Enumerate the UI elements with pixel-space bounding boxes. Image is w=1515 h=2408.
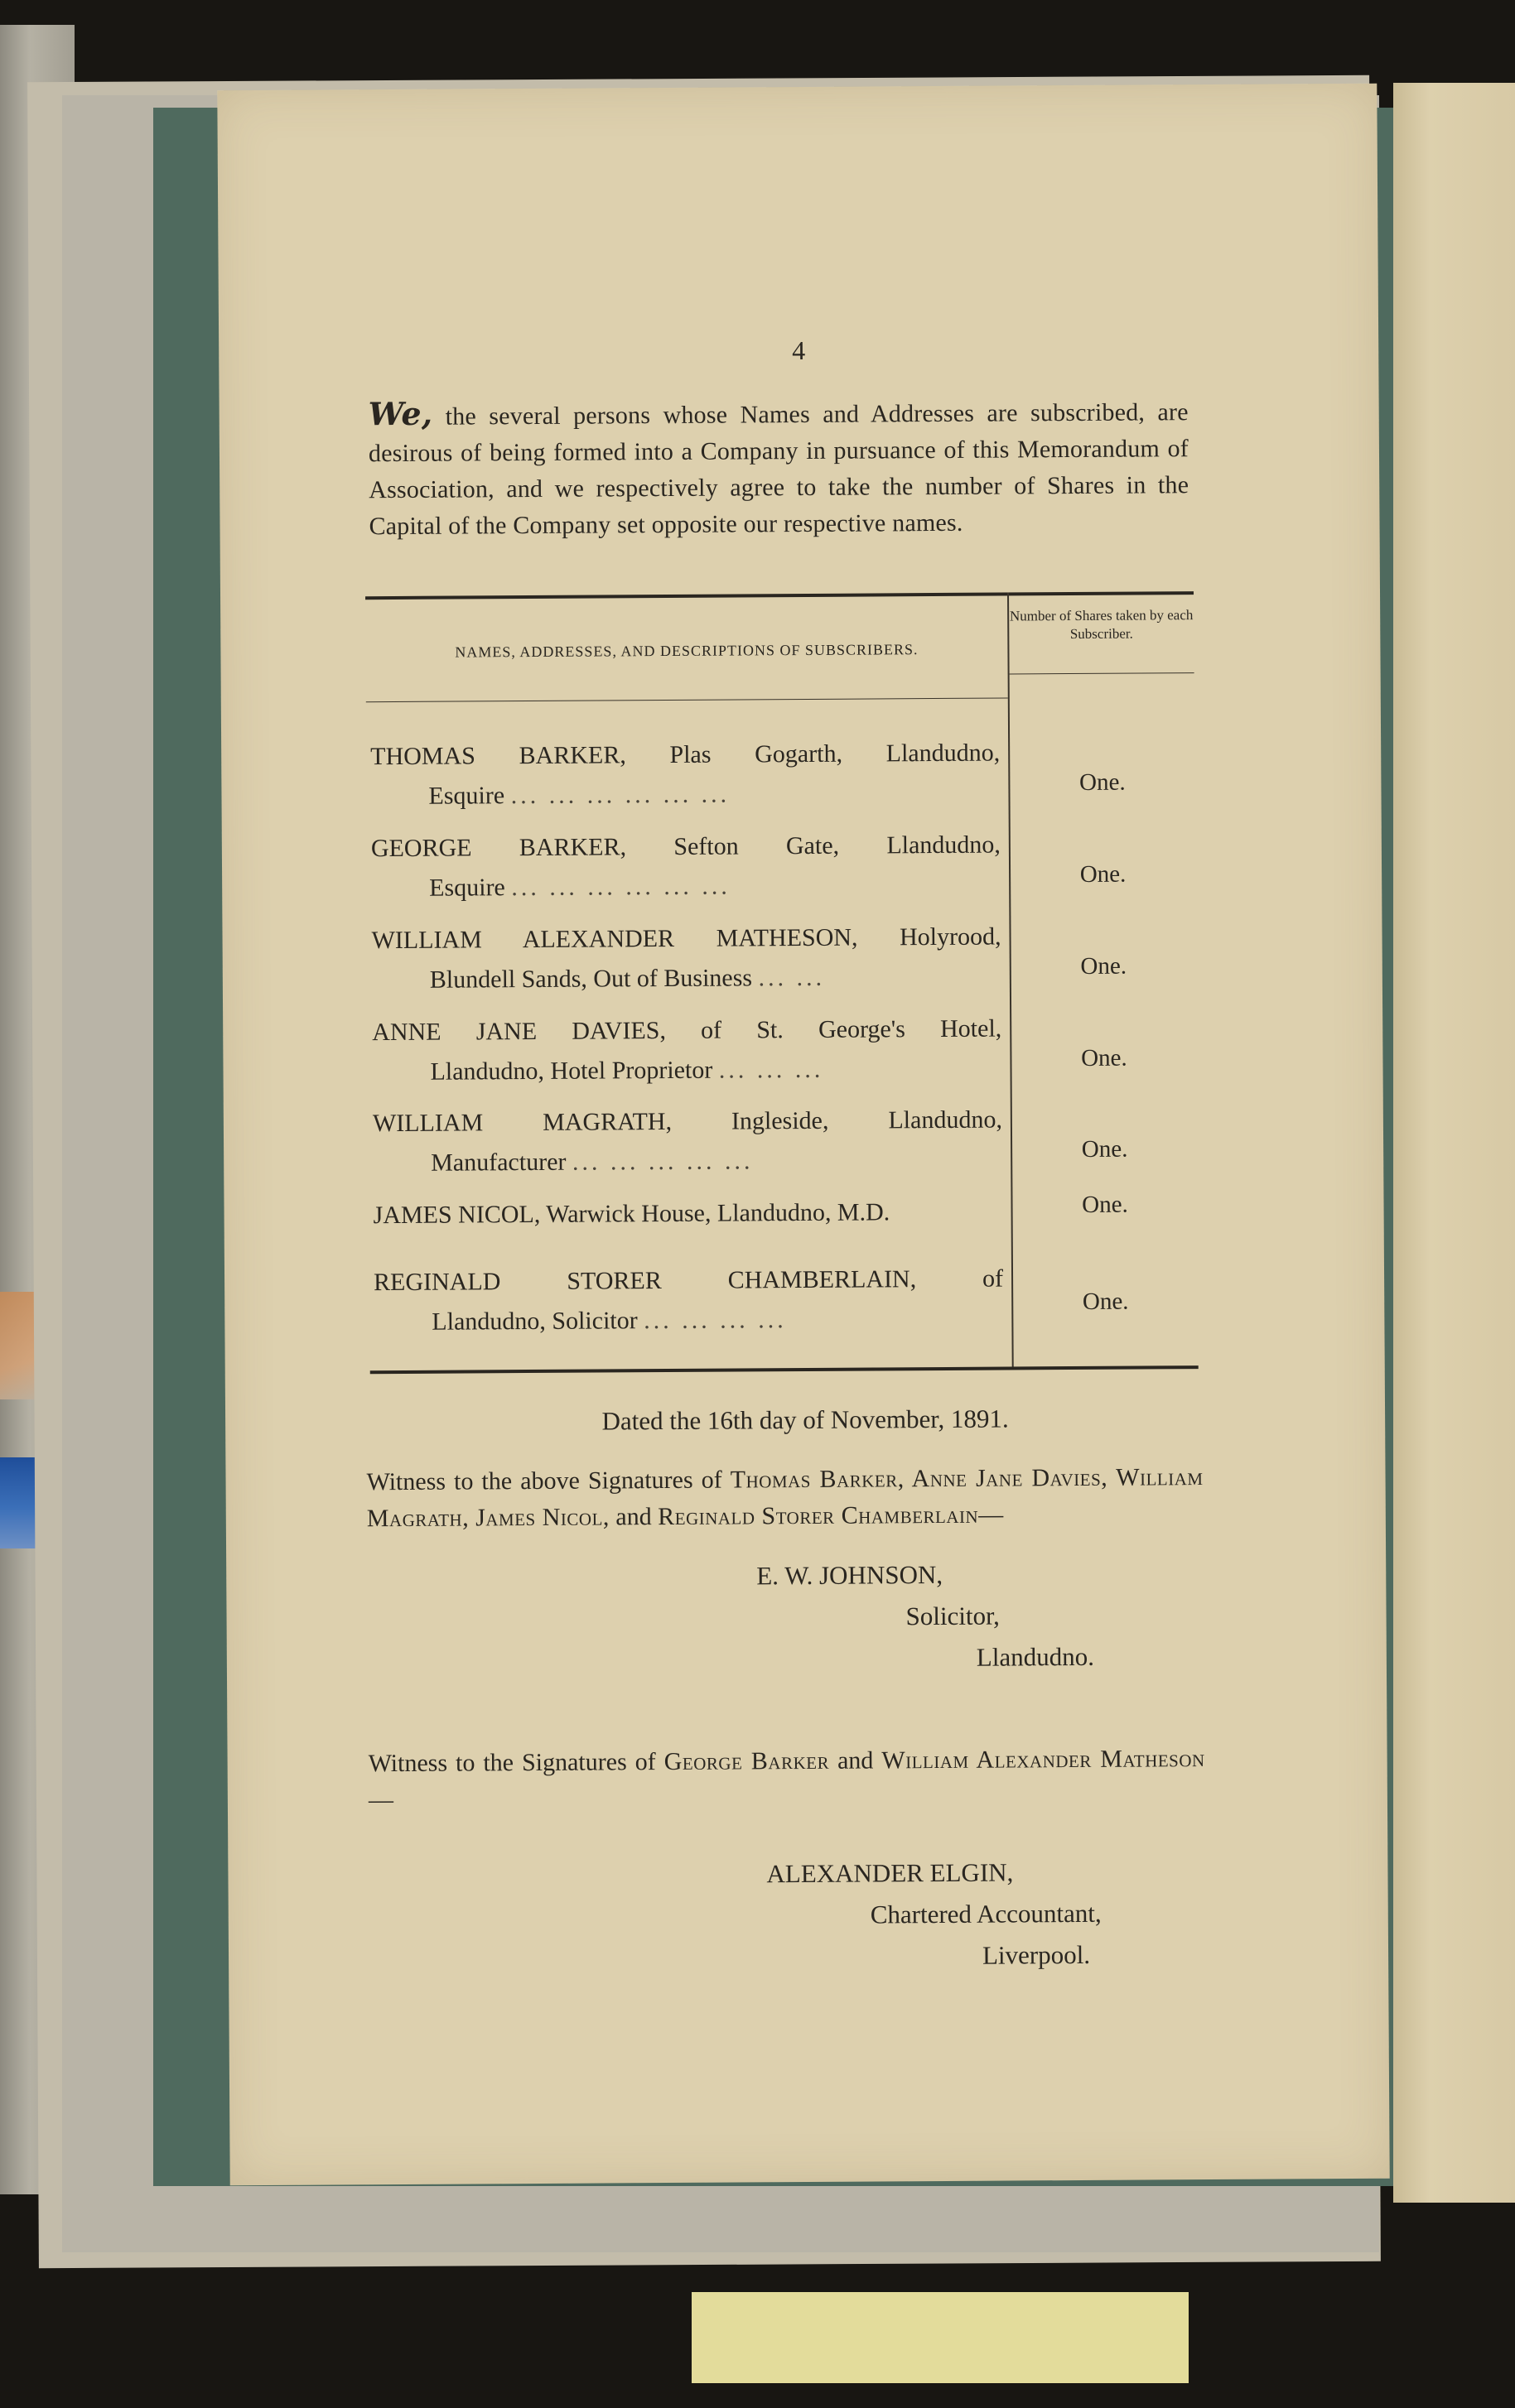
witnessed-names: Thomas Barker, Anne Jane Davies, William Magrath, James Nicol, <box>366 1463 1204 1533</box>
subscriber-line2: Manufacturer ... ... ... ... ... <box>431 1147 754 1177</box>
table-row <box>369 1191 1197 1230</box>
header-names: NAMES, ADDRESSES, AND DESCRIPTIONS OF SUBSCRIBERS. <box>455 641 919 661</box>
table-row <box>367 916 1195 994</box>
subscriber-line2: Blundell Sands, Out of Business ... ... <box>429 963 826 994</box>
subscriber-entry <box>374 1259 1004 1343</box>
subscriber-line2: Llandudno, Solicitor ... ... ... ... <box>432 1306 787 1336</box>
header-shares: Number of Shares taken by each Subscriber. <box>1009 607 1194 643</box>
header-rule-left <box>366 697 1008 702</box>
witnessed-last-name: Reginald Storer Chamberlain— <box>658 1500 1004 1531</box>
subscriber-entry <box>373 1192 1002 1236</box>
table-row <box>368 1008 1196 1086</box>
witness-paragraph-2: Witness to the Signatures of George Barker and William Alexander Matheson— <box>368 1745 1205 1814</box>
shares-value: One. <box>1079 860 1127 888</box>
intro-paragraph <box>369 391 1189 545</box>
dated-line: Dated the 16th day of November, 1891. <box>601 1404 1009 1436</box>
subscriber-line1: WILLIAM MAGRATH, Ingleside, Llandudno, <box>372 1105 1002 1138</box>
subscriber-line1: REGINALD STORER CHAMBERLAIN, of <box>373 1264 1004 1297</box>
intro-initial: We, <box>368 394 433 433</box>
subscriber-entry <box>371 917 1001 1001</box>
witness-2-title: Chartered Accountant, <box>870 1898 1102 1929</box>
witness-paragraph-1: Witness to the above Signatures of Thomas Barker, Anne Jane Davies, William Magrath, James Nicol, and Reginald Storer Chamberlain— <box>366 1463 1204 1533</box>
table-row <box>366 732 1194 810</box>
table-top-rule <box>365 591 1194 600</box>
witness-1-place: Llandudno. <box>976 1641 1095 1672</box>
table-bottom-rule <box>370 1365 1199 1374</box>
yellow-tab <box>692 2292 1189 2383</box>
subscriber-line2: Llandudno, Hotel Proprietor ... ... ... <box>430 1055 824 1086</box>
table-row <box>369 1099 1197 1177</box>
shares-value: One. <box>1079 768 1126 796</box>
intro-text: the several persons whose Names and Addresses are subscribed, are desirous of being formed into a Company in pursuance of this Memorandum of Association, and we respectively agree to take the number of Shares in the Capital of the Company set opposite our respective names. <box>368 398 1189 541</box>
witness-2-name: ALEXANDER ELGIN, <box>766 1857 1014 1889</box>
shares-value: One. <box>1082 1191 1128 1218</box>
witness-1-name: E. W. JOHNSON, <box>756 1559 943 1591</box>
page-number: 4 <box>792 335 806 366</box>
witnessed-name-b: William Alexander Matheson— <box>368 1745 1205 1814</box>
table-row <box>369 1258 1198 1336</box>
shares-value: One. <box>1080 952 1127 980</box>
subscriber-entry <box>372 1009 1002 1093</box>
witness-2-place: Liverpool. <box>982 1939 1091 1970</box>
subscriber-line2: Esquire ... ... ... ... ... ... <box>428 780 731 810</box>
subscriber-entry <box>371 826 1001 909</box>
shares-value: One. <box>1081 1135 1128 1163</box>
subscriber-entry <box>373 1100 1003 1184</box>
subscriber-line1: JAMES NICOL, Warwick House, Llandudno, M.D. <box>373 1198 890 1230</box>
document-page <box>217 84 1389 2186</box>
table-row <box>367 824 1195 902</box>
header-rule-right <box>1010 672 1194 674</box>
subscriber-line2: Esquire ... ... ... ... ... ... <box>429 872 731 902</box>
shares-value: One. <box>1081 1044 1127 1072</box>
adjacent-page-edge <box>1393 83 1515 2203</box>
subscriber-line1: THOMAS BARKER, Plas Gogarth, Llandudno, <box>370 739 1001 771</box>
shares-value: One. <box>1082 1288 1129 1315</box>
subscriber-entry <box>370 734 1001 817</box>
witness-1-title: Solicitor, <box>905 1601 1000 1631</box>
subscriber-line1: WILLIAM ALEXANDER MATHESON, Holyrood, <box>371 922 1001 955</box>
subscriber-line1: GEORGE BARKER, Sefton Gate, Llandudno, <box>370 831 1001 863</box>
subscriber-line1: ANNE JANE DAVIES, of St. George's Hotel, <box>372 1014 1002 1047</box>
subscribers-table <box>365 591 1199 1375</box>
witnessed-name-a: George Barker <box>663 1746 830 1776</box>
